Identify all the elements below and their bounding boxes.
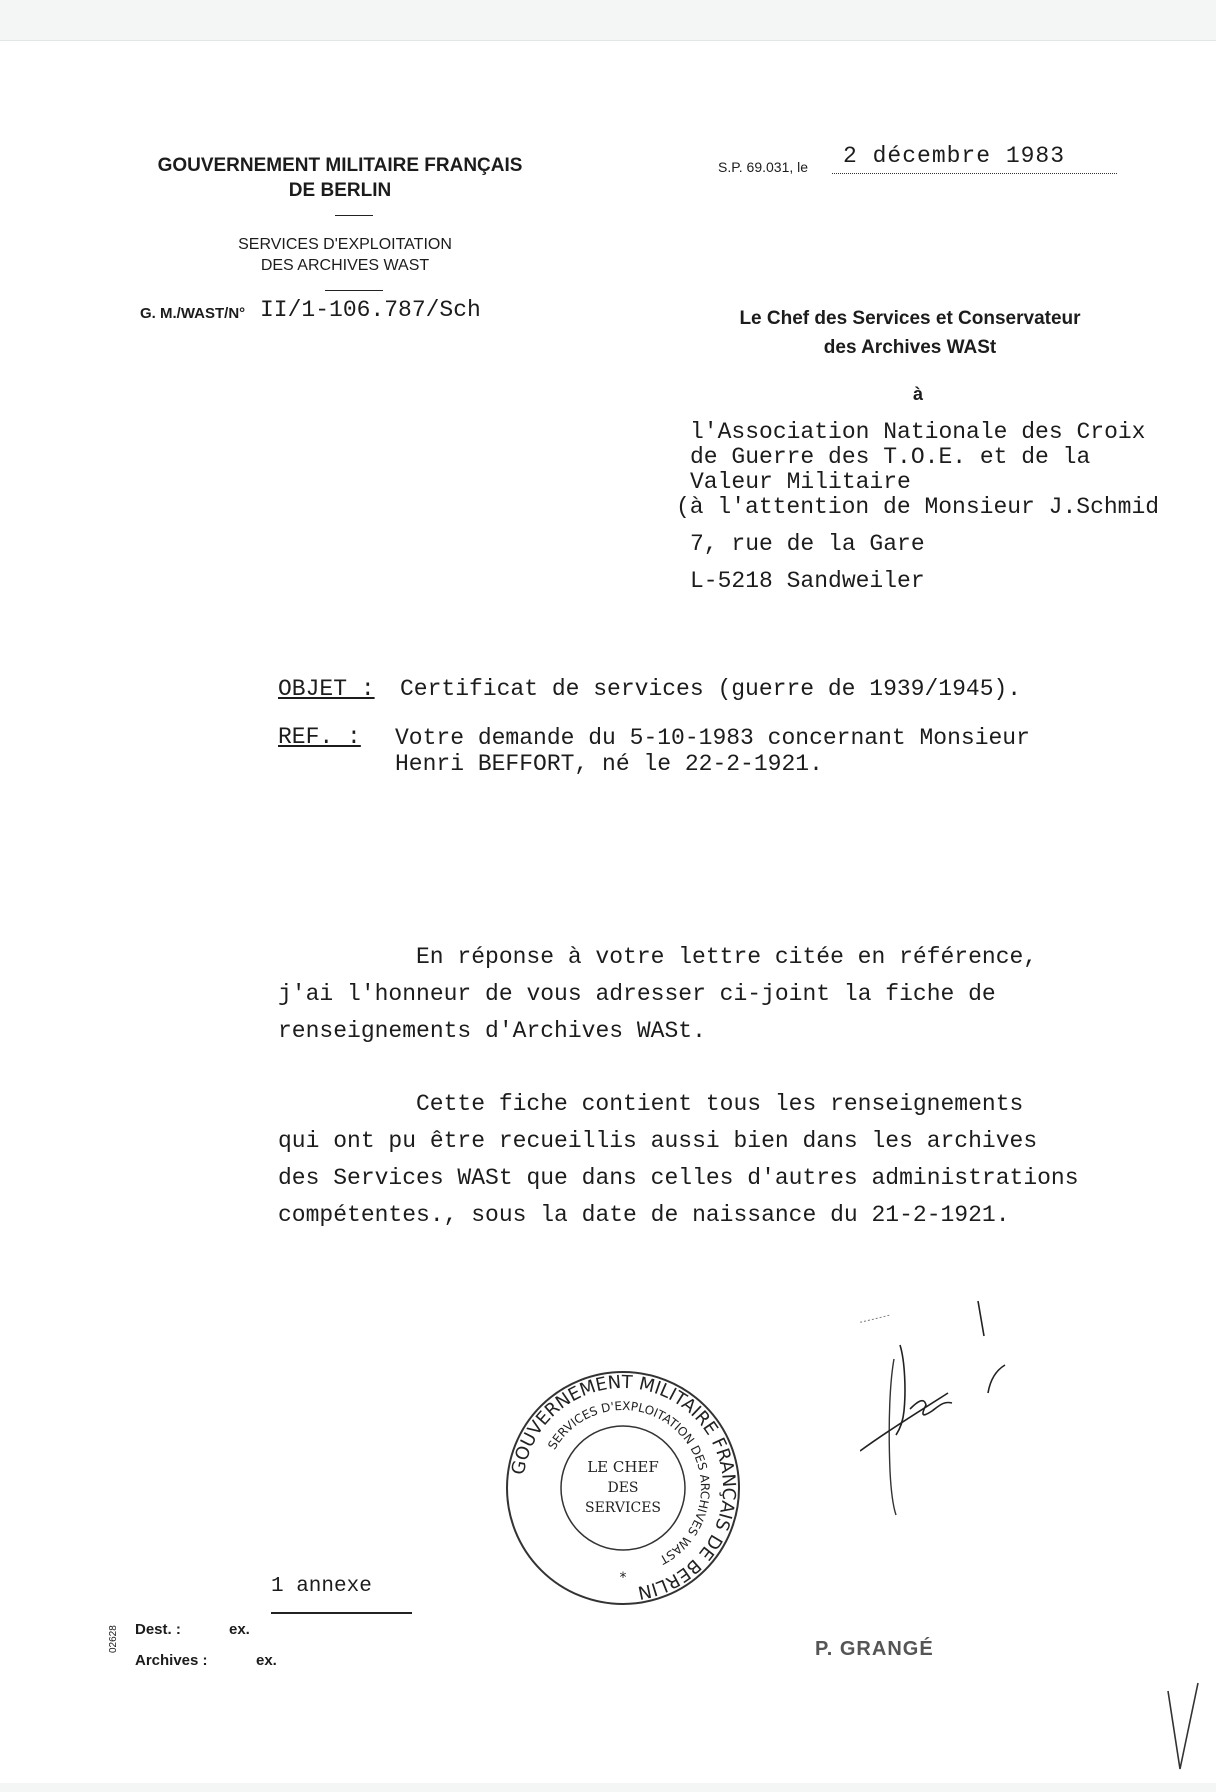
objet-text: Certificat de services (guerre de 1939/1945). — [400, 676, 1022, 702]
recipient-line2: de Guerre des T.O.E. et de la — [690, 444, 1091, 470]
recipient-line4: (à l'attention de Monsieur J.Schmid — [676, 494, 1160, 520]
stamp-star-icon: * — [619, 1570, 627, 1586]
ref-label: REF. : — [278, 724, 361, 750]
ref-number-value: II/1-106.787/Sch — [260, 297, 481, 323]
paragraph1-line1: En réponse à votre lettre citée en référence, — [416, 944, 1038, 970]
to-label: à — [913, 384, 924, 404]
service-name-line2: DES ARCHIVES WAST — [260, 257, 430, 274]
form-code: 02628 — [108, 1625, 119, 1653]
stamp-inner-text: SERVICES D'EXPLOITATION DES ARCHIVES WAST — [545, 1398, 713, 1567]
sender-line2: des Archives WASt — [823, 337, 997, 358]
annexe-underline — [271, 1612, 412, 1614]
service-divider — [325, 290, 383, 291]
handwritten-signature — [860, 1301, 1020, 1531]
archives-value: ex. — [256, 1652, 277, 1669]
sp-label: S.P. 69.031, le — [718, 159, 809, 175]
recipient-line1: l'Association Nationale des Croix — [690, 419, 1146, 445]
sender-line1: Le Chef des Services et Conservateur — [739, 308, 1081, 329]
margin-checkmark — [1160, 1681, 1210, 1781]
signatory-name: P. GRANGÉ — [815, 1638, 934, 1660]
ref-line2: Henri BEFFORT, né le 22-2-1921. — [395, 751, 823, 777]
org-name-line2: DE BERLIN — [288, 180, 392, 201]
paragraph2-line1: Cette fiche contient tous les renseignements — [416, 1091, 1024, 1117]
dest-label: Dest. : — [135, 1621, 181, 1638]
stamp-outer-text: GOUVERNEMENT MILITAIRE FRANÇAIS DE BERLIN — [507, 1371, 740, 1603]
paragraph2-line3: des Services WASt que dans celles d'autres administrations — [278, 1165, 1079, 1191]
dest-value: ex. — [229, 1621, 250, 1638]
date-line — [832, 143, 1117, 174]
official-stamp — [503, 1368, 743, 1608]
ref-line1: Votre demande du 5-10-1983 concernant Monsieur — [395, 725, 1030, 751]
recipient-city: L-5218 Sandweiler — [690, 568, 925, 594]
stamp-center-line1: LE CHEF — [587, 1458, 659, 1476]
letter-date: 2 décembre 1983 — [843, 143, 1066, 169]
annexe-count: 1 annexe — [271, 1575, 372, 1598]
stamp-center-line2: DES — [607, 1480, 639, 1496]
paragraph2-line2: qui ont pu être recueillis aussi bien dans les archives — [278, 1128, 1038, 1154]
archives-label: Archives : — [135, 1652, 208, 1669]
service-name-line1: SERVICES D'EXPLOITATION — [238, 236, 452, 253]
letter-page — [0, 40, 1216, 1783]
recipient-street: 7, rue de la Gare — [690, 531, 925, 557]
paragraph1-line3: renseignements d'Archives WASt. — [278, 1018, 706, 1044]
recipient-line3: Valeur Militaire — [690, 469, 911, 495]
paragraph2-line4: compétentes., sous la date de naissance du 21-2-1921. — [278, 1202, 1010, 1228]
ref-number-label: G. M./WAST/N° — [140, 305, 246, 322]
org-name-line1: GOUVERNEMENT MILITAIRE FRANÇAIS — [157, 155, 523, 176]
paragraph1-line2: j'ai l'honneur de vous adresser ci-joint la fiche de — [278, 981, 996, 1007]
header-divider — [335, 215, 373, 216]
stamp-center-line3: SERVICES — [584, 1500, 662, 1516]
objet-label: OBJET : — [278, 676, 375, 702]
